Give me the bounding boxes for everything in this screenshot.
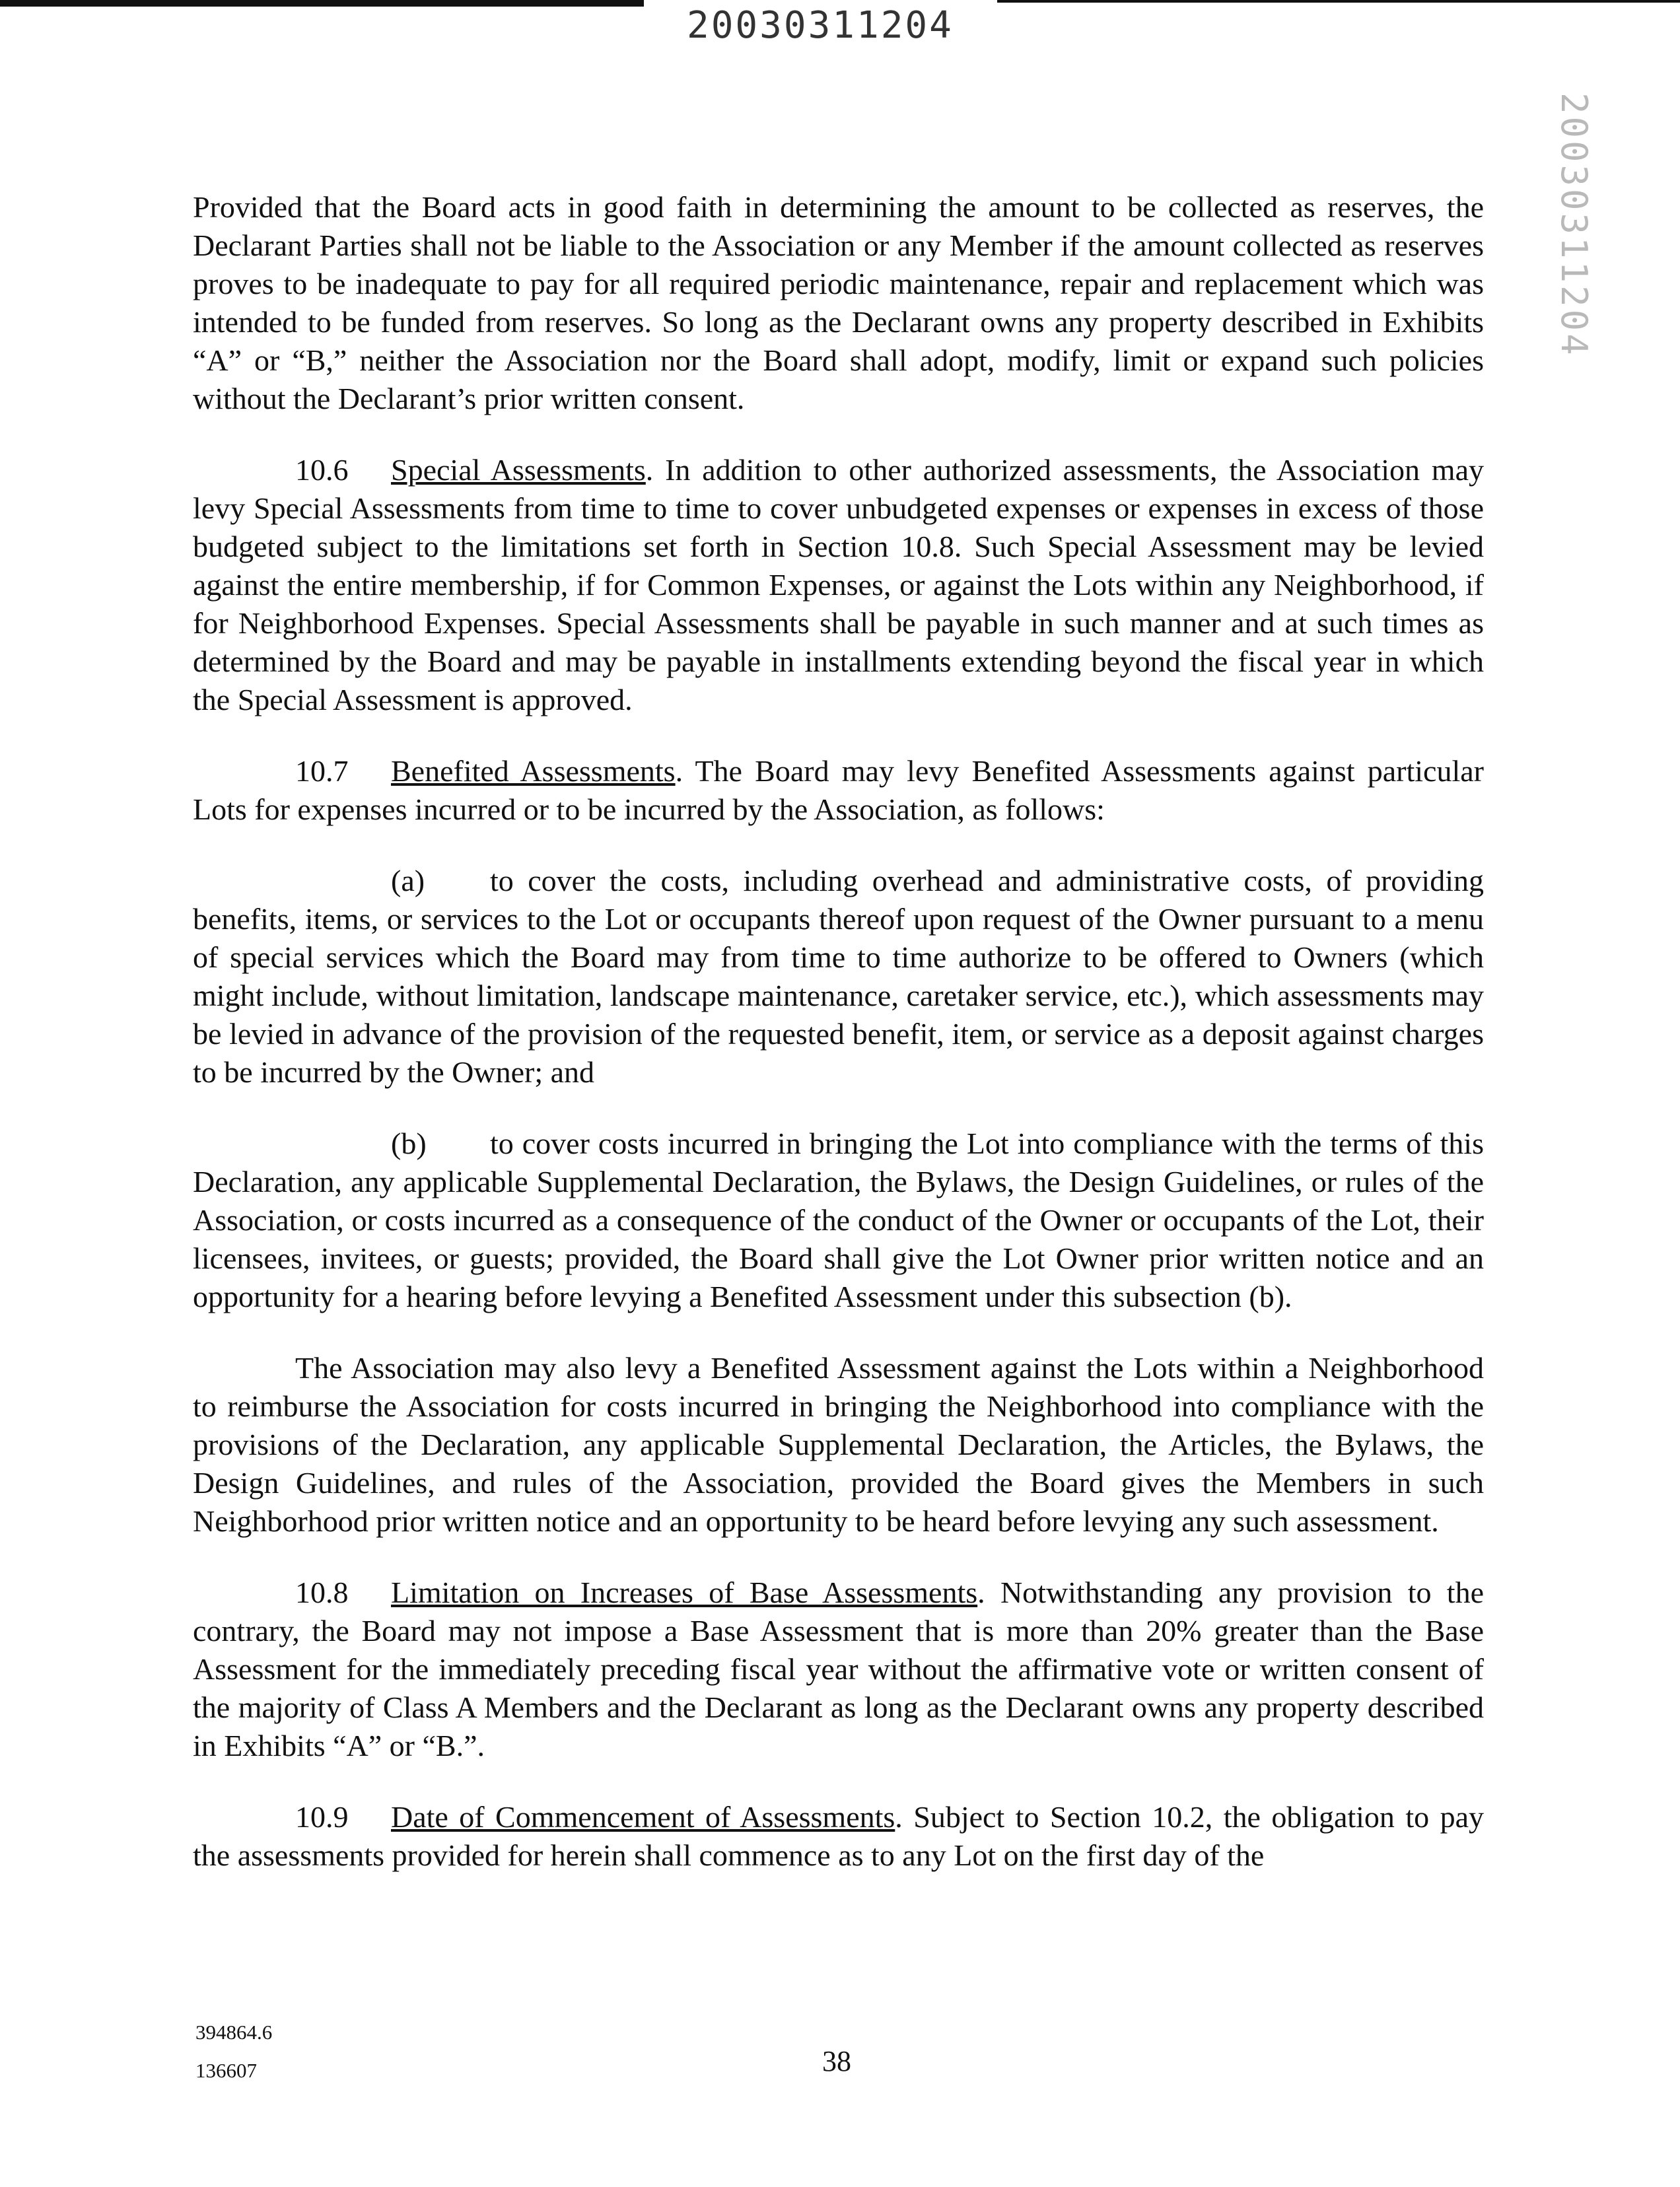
subsection-a — [193, 862, 1484, 1092]
subsection-label: (b) — [391, 1127, 427, 1160]
subsection-b — [193, 1125, 1484, 1316]
section-10-9 — [193, 1798, 1484, 1875]
section-10-6 — [193, 451, 1484, 719]
intro-paragraph: Provided that the Board acts in good faith in determining the amount to be collected as reserves, the Declarant Parties shall not be liable to the Association or any Member if the amount collected as reserves proves to be inadequate to pay for all required periodic maintenance, repair and replacement which was intended to be funded from reserves. So long as the Declarant owns any property described in Exhibits “A” or “B,” neither the Association nor the Board shall adopt, modify, limit or expand such policies without the Declarant’s prior written consent. — [193, 190, 1484, 415]
section-heading: Special Assessments — [391, 453, 646, 487]
section-10-7 — [193, 752, 1484, 829]
document-body — [193, 188, 1484, 1908]
section-heading: Limitation on Increases of Base Assessments — [391, 1576, 978, 1609]
subsection-text: to cover costs incurred in bringing the Lot into compliance with the terms of this Declaration, any applicable Supplemental Declaration, the Bylaws, the Design Guidelines, or rules of the Association, or costs incurred as a consequence of the conduct of the Owner or occupants of the Lot, their licensees, invitees, or guests; provided, the Board shall give the Lot Owner prior written notice and an opportunity for a hearing before levying a Benefited Assessment under this subsection (b). — [193, 1127, 1484, 1313]
document-number: 20030311204 — [687, 4, 954, 47]
section-heading: Date of Commencement of Assessments — [391, 1800, 895, 1834]
footer-code-1: 394864.6 — [195, 2021, 273, 2044]
section-number: 10.6 — [295, 453, 349, 487]
section-number: 10.8 — [295, 1576, 349, 1609]
section-number: 10.9 — [295, 1800, 349, 1834]
subsection-text: to cover the costs, including overhead and administrative costs, of providing benefits, items, or services to the Lot or occupants thereof upon request of the Owner pursuant to a menu of special services which the Board may from time to time authorize to be offered to Owners (which might include, without limitation, landscape maintenance, caretaker service, etc.), which assessments may be levied in advance of the provision of the requested benefit, item, or service as a deposit against charges to be incurred by the Owner; and — [193, 864, 1484, 1089]
section-text: . In addition to other authorized assessments, the Association may levy Special Assessments from time to time to cover unbudgeted expenses or expenses in excess of those budgeted subject to the limitations set forth in Section 10.8. Such Special Assessment may be levied against the entire membership, if for Common Expenses, or against the Lots within any Neighborhood, if for Neighborhood Expenses. Special Assessments shall be payable in such manner and at such times as determined by the Board and may be payable in installments extending beyond the fiscal year in which the Special Assessment is approved. — [193, 453, 1484, 716]
section-10-8 — [193, 1574, 1484, 1765]
section-text: . Notwithstanding any provision to the contrary, the Board may not impose a Base Assessment that is more than 20% greater than the Base Assessment for the immediately preceding fiscal year without the affirmative vote or written consent of the majority of Class A Members and the Declarant as long as the Declarant owns any property described in Exhibits “A” or “B.”. — [193, 1576, 1484, 1762]
subsection-label: (a) — [391, 864, 425, 897]
neighborhood-paragraph: The Association may also levy a Benefited Assessment against the Lots within a Neighborhood to reimburse the Association for costs incurred in bringing the Neighborhood into compliance with the provisions of the Declaration, any applicable Supplemental Declaration, the Articles, the Bylaws, the Design Guidelines, and rules of the Association, provided the Board gives the Members in such Neighborhood prior written notice and an opportunity to be heard before levying any such assessment. — [193, 1351, 1484, 1538]
section-text: . Subject to Section 10.2, the obligation to pay the assessments provided for herein shall commence as to any Lot on the first day of the — [193, 1800, 1484, 1872]
top-rule-right — [997, 0, 1680, 3]
page-number: 38 — [822, 2045, 851, 2077]
footer-code-2: 136607 — [195, 2059, 257, 2082]
side-stamp — [1553, 92, 1605, 358]
top-rule-left — [0, 0, 644, 7]
section-heading: Benefited Assessments — [391, 754, 676, 788]
section-number: 10.7 — [295, 754, 349, 788]
section-text: . The Board may levy Benefited Assessments against particular Lots for expenses incurred or to be incurred by the Association, as follows: — [193, 754, 1484, 826]
side-stamp-text: 20030311204 — [1553, 92, 1595, 358]
